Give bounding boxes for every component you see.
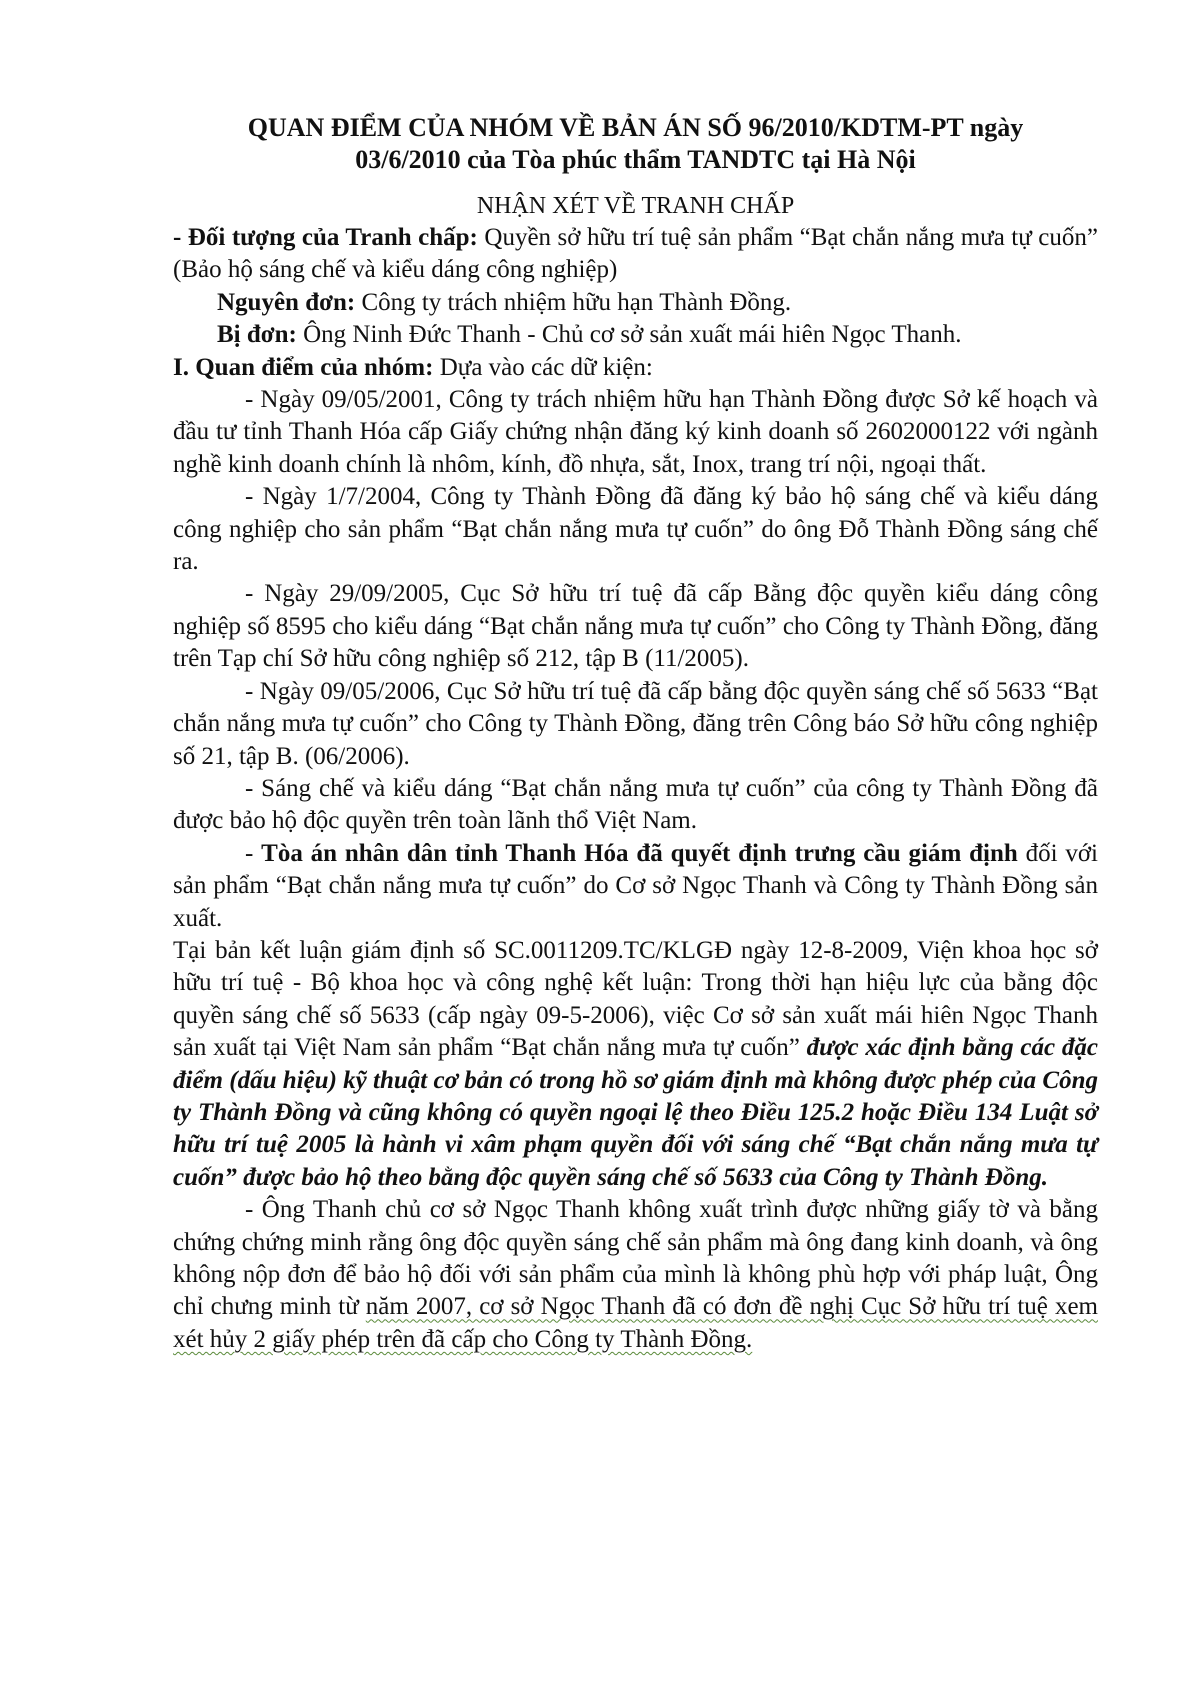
final-fact-text: - Ông Thanh chủ cơ sở Ngọc Thanh không xuất trình được những giấy tờ và bằng chứng chứng minh rằng ông độc quyền sáng chế sản phẩm mà ông đang kinh doanh, và ông không nộp đơn để bảo hộ đối với sản phẩm của mình là không phù hợp với pháp luật, Ông chỉ chưng minh từ xyxy=(173,1196,1098,1321)
document-body xyxy=(173,112,1098,1356)
dispute-subject-paragraph xyxy=(173,222,1098,287)
conclusion-paragraph xyxy=(173,935,1098,1194)
defendant-paragraph xyxy=(173,319,1098,351)
dispute-subject-label: - Đối tượng của Tranh chấp: xyxy=(173,224,478,251)
title-line-1: QUAN ĐIỂM CỦA NHÓM VỀ BẢN ÁN SỐ 96/2010/KDTM-PT ngày xyxy=(247,113,1024,142)
final-fact-paragraph xyxy=(173,1194,1098,1356)
plaintiff-text: Công ty trách nhiệm hữu hạn Thành Đồng. xyxy=(355,288,792,316)
final-fact-underlined: năm 2007, cơ sở Ngọc Thanh đã có đơn đề nghị Cục Sở hữu trí tuệ xem xét hủy 2 giấy phép trên đã cấp cho Công ty Thành Đồng. xyxy=(173,1293,1098,1353)
title-line-2: 03/6/2010 của Tòa phúc thẩm TANDTC tại Hà Nội xyxy=(355,145,916,174)
group-view-label: I. Quan điểm của nhóm: xyxy=(173,353,434,381)
section-heading: NHẬN XÉT VỀ TRANH CHẤP xyxy=(476,193,795,219)
conclusion-emphasis: được xác định bằng các đặc điểm (dấu hiệu) kỹ thuật cơ bản có trong hồ sơ giám định mà không được phép của Công ty Thành Đồng và cũng không có quyền ngoại lệ theo Điều 125.2 hoặc Điều 134 Luật sở hữu trí tuệ 2005 là hành vi xâm phạm quyền đối với sáng chế “Bạt chắn nắng mưa tự cuốn” được bảo hộ theo bằng độc quyền sáng chế số 5633 của Công ty Thành Đồng. xyxy=(173,1034,1098,1191)
fact-paragraph: - Ngày 09/05/2006, Cục Sở hữu trí tuệ đã cấp bằng độc quyền sáng chế số 5633 “Bạt chắn nắng mưa tự cuốn” cho Công ty Thành Đồng, đăng trên Công báo Sở hữu công nghiệp số 21, tập B. (06/2006). xyxy=(173,677,1098,770)
court-fact-text: đối với sản phẩm “Bạt chắn nắng mưa tự cuốn” do Cơ sở Ngọc Thanh và Công ty Thành Đồng sản xuất. xyxy=(173,839,1098,932)
court-fact-dash: - xyxy=(245,839,262,867)
fact-paragraph: - Ngày 29/09/2005, Cục Sở hữu trí tuệ đã cấp Bằng độc quyền kiểu dáng công nghiệp số 8595 cho kiểu dáng “Bạt chắn nắng mưa tự cuốn” cho Công ty Thành Đồng, đăng trên Tạp chí Sở hữu công nghiệp số 212, tập B (11/2005). xyxy=(173,580,1098,673)
conclusion-text: Tại bản kết luận giám định số SC.0011209.TC/KLGĐ ngày 12-8-2009, Viện khoa học sở hữu trí tuệ - Bộ khoa học và công nghệ kết luận: Trong thời hạn hiệu lực của bằng độc quyền sáng chế số 5633 (cấp ngày 09-5-2006), việc Cơ sở sản xuất mái hiên Ngọc Thanh sản xuất tại Việt Nam sản phẩm “Bạt chắn nắng mưa tự cuốn” xyxy=(173,936,1098,1062)
defendant-label: Bị đơn: xyxy=(217,321,297,349)
group-view-text: Dựa vào các dữ kiện: xyxy=(433,353,653,381)
fact-paragraph: - Sáng chế và kiểu dáng “Bạt chắn nắng mưa tự cuốn” của công ty Thành Đồng đã được bảo hộ độc quyền trên toàn lãnh thổ Việt Nam. xyxy=(173,774,1098,835)
fact-paragraph: - Ngày 09/05/2001, Công ty trách nhiệm hữu hạn Thành Đồng được Sở kế hoạch và đầu tư tỉnh Thanh Hóa cấp Giấy chứng nhận đăng ký kinh doanh số 2602000122 với ngành nghề kinh doanh chính là nhôm, kính, đồ nhựa, sắt, Inox, trang trí nội, ngoại thất. xyxy=(173,386,1098,478)
fact-paragraph: - Ngày 1/7/2004, Công ty Thành Đồng đã đăng ký bảo hộ sáng chế và kiểu dáng công nghiệp cho sản phẩm “Bạt chắn nắng mưa tự cuốn” do ông Đỗ Thành Đồng sáng chế ra. xyxy=(173,483,1098,576)
document-title xyxy=(173,112,1098,176)
dispute-subject-text: Quyền sở hữu trí tuệ sản phẩm “Bạt chắn nắng mưa tự cuốn” (Bảo hộ sáng chế và kiểu dáng công nghiệp) xyxy=(173,224,1098,284)
court-fact-paragraph xyxy=(173,838,1098,935)
court-fact-bold: Tòa án nhân dân tỉnh Thanh Hóa đã quyết định trưng cầu giám định xyxy=(261,839,1018,867)
group-view-paragraph xyxy=(173,352,1098,384)
plaintiff-paragraph xyxy=(173,287,1098,319)
plaintiff-label: Nguyên đơn: xyxy=(217,288,356,316)
defendant-text: Ông Ninh Đức Thanh - Chủ cơ sở sản xuất mái hiên Ngọc Thanh. xyxy=(296,321,962,349)
